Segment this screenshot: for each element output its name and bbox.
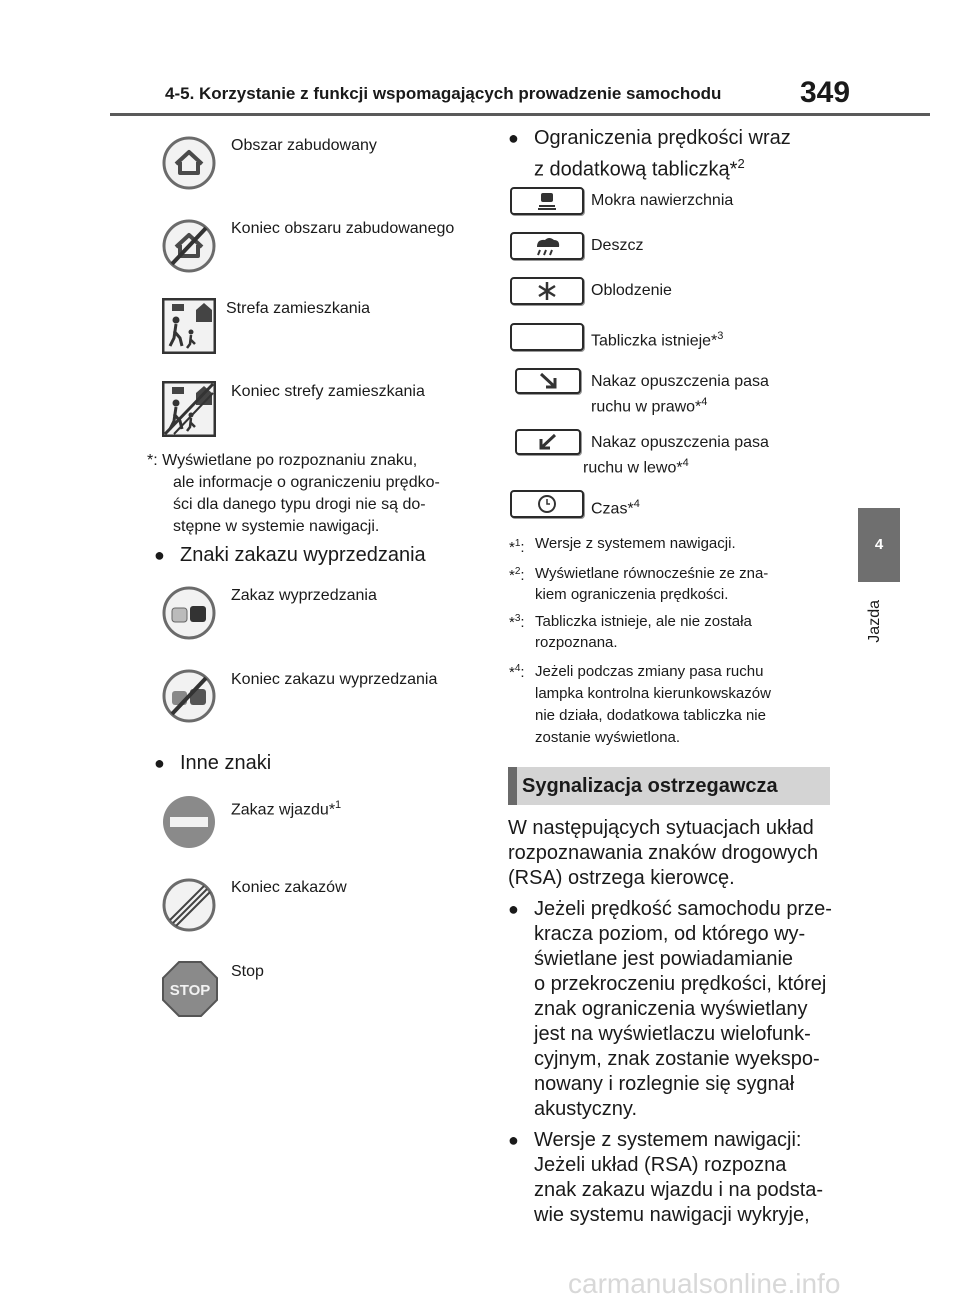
residential-zone-icon	[162, 298, 216, 354]
arrow-right-down-icon	[515, 368, 581, 394]
sign-label: Stop	[231, 963, 264, 980]
bullet-line: o przekroczeniu prędkości, której	[534, 973, 827, 995]
watermark: carmanualsonline.info	[568, 1268, 841, 1299]
end-home-sign-icon	[162, 219, 216, 273]
heading-speed-plates-line1: ● Ograniczenia prędkości wraz	[534, 126, 791, 151]
plate-label: ruchu w lewo*$^4$	[583, 457, 689, 477]
sign-label: Koniec strefy zamieszkania	[231, 383, 425, 400]
plate-label: Tabliczka istnieje*$^3$	[591, 330, 724, 350]
heading-overtaking: ● Znaki zakazu wyprzedzania	[180, 543, 426, 568]
end-no-overtaking-icon	[162, 669, 216, 723]
sign-label: Strefa zamieszkania	[226, 300, 371, 317]
home-sign-icon	[162, 136, 216, 190]
note-4-line: Jeżeli podczas zmiany pasa ruchu	[535, 663, 764, 680]
note-2-line: Wyświetlane równocześnie ze zna-	[535, 565, 769, 582]
heading-speed-plates-line2: z dodatkową tabliczką*$^2$	[534, 156, 745, 181]
bullet-line: cyjnym, znak zostanie wyekspo-	[534, 1048, 820, 1070]
wet-road-icon	[510, 187, 584, 215]
sign-label: Zakaz wjazdu*$^1$	[231, 799, 342, 819]
bullet-line: akustyczny.	[534, 1098, 637, 1120]
plate-label: Nakaz opuszczenia pasa	[591, 434, 769, 451]
bullet-line: ● Jeżeli prędkość samochodu prze-	[534, 897, 832, 922]
bullet-line: znak ograniczenia wyświetlany	[534, 998, 808, 1020]
plate-label: Deszcz	[591, 237, 644, 254]
sign-label: Zakaz wyprzedzania	[231, 587, 377, 604]
intro-line: (RSA) ostrzega kierowcę.	[508, 867, 735, 889]
note-4-line: nie działa, dodatkowa tabliczka nie	[535, 707, 766, 724]
section-header-title: 4-5. Korzystanie z funkcji wspomagających prowadzenie samochodu	[165, 84, 722, 103]
note-3-line: rozpoznana.	[535, 634, 618, 651]
clock-icon	[510, 490, 584, 518]
bullet-line: Jeżeli układ (RSA) rozpozna	[534, 1154, 787, 1176]
bullet-line: kracza poziom, od którego wy-	[534, 923, 806, 945]
plate-label: Czas*$^4$	[591, 498, 640, 518]
footnote-line: ale informacje o ograniczeniu prędko-	[173, 474, 440, 491]
bullet-line: znak zakazu wjazdu i na podsta-	[534, 1179, 824, 1201]
footnote-line: stępne w systemie nawigacji.	[173, 518, 380, 535]
page-number: 349	[800, 76, 851, 109]
note-2: *$^2$:	[509, 566, 525, 584]
header-divider	[110, 113, 930, 116]
sign-label: Koniec obszaru zabudowanego	[231, 220, 455, 237]
footnote-line: ści dla danego typu drogi nie są do-	[173, 496, 426, 513]
note-1: *$^1$: Wersje z systemem nawigacji.	[509, 535, 736, 556]
snowflake-icon	[510, 277, 584, 305]
footnote-line: *: Wyświetlane po rozpoznaniu znaku,	[147, 452, 418, 469]
chapter-tab-label: Jazda	[866, 600, 883, 643]
bullet-line: wie systemu nawigacji wykryje,	[534, 1204, 810, 1226]
heading-other-signs: ● Inne znaki	[180, 751, 271, 776]
sign-label: Koniec zakazów	[231, 879, 347, 896]
bullet-line: jest na wyświetlaczu wielofunk-	[534, 1023, 811, 1045]
bullet-line: ● Wersje z systemem nawigacji:	[534, 1128, 801, 1153]
note-2-line: kiem ograniczenia prędkości.	[535, 586, 729, 603]
intro-line: rozpoznawania znaków drogowych	[508, 842, 819, 864]
note-4: *$^4$:	[509, 663, 525, 681]
sign-label: Obszar zabudowany	[231, 137, 377, 154]
chapter-tab-number: 4	[858, 508, 900, 582]
rain-icon	[510, 232, 584, 260]
no-entry-icon	[162, 795, 216, 849]
arrow-left-down-icon	[515, 429, 581, 455]
end-restrictions-icon	[162, 878, 216, 932]
note-3: *$^3$:	[509, 613, 525, 631]
end-residential-zone-icon	[162, 381, 216, 437]
note-3-line: Tabliczka istnieje, ale nie została	[535, 613, 752, 630]
intro-line: W następujących sytuacjach układ	[508, 817, 814, 839]
stop-sign-text: STOP	[169, 982, 211, 999]
bullet-line: świetlane jest powiadamianie	[534, 948, 794, 970]
plate-label: ruchu w prawo*$^4$	[591, 396, 708, 416]
note-4-line: zostanie wyświetlona.	[535, 729, 681, 746]
sign-label: Koniec zakazu wyprzedzania	[231, 671, 438, 688]
blank-plate-icon	[510, 323, 584, 351]
bullet-line: nowany i rozlegnie się sygnał	[534, 1073, 795, 1095]
plate-label: Nakaz opuszczenia pasa	[591, 373, 769, 390]
plate-label: Oblodzenie	[591, 282, 672, 299]
stop-sign-icon	[162, 961, 218, 1017]
no-overtaking-icon	[162, 586, 216, 640]
plate-label: Mokra nawierzchnia	[591, 192, 734, 209]
section-title: Sygnalizacja ostrzegawcza	[522, 775, 778, 797]
note-4-line: lampka kontrolna kierunkowskazów	[535, 685, 771, 702]
